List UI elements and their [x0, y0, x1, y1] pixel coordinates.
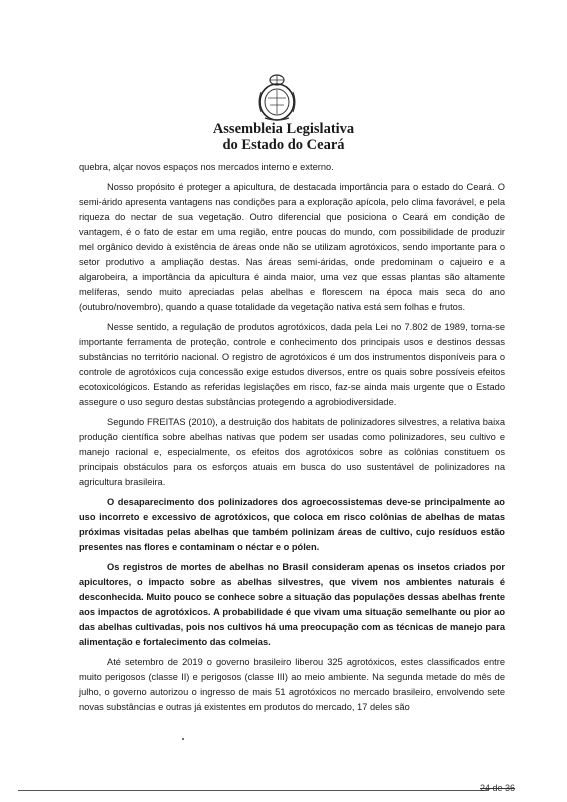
paragraph-bee-death-records: Os registros de mortes de abelhas no Brasil consideram apenas os insetos criados por apicultores, o impacto sobre as abelhas silvestres, que vivem nos ambientes naturais é desconhecida. Muito pouco se conhece sobre a situação das populações dessas abelhas frente aos impactos de agrotóxicos. A probabilidade é que vivam uma situação semelhante ou pior ao das abelhas cultivadas, pois nos cultivos há uma preocupação com as técnicas de manejo para alimentação e fortalecimento das colmeias.: [79, 562, 505, 647]
paragraph-pollinator-decline: O desaparecimento dos polinizadores dos agroecossistemas deve-se principalmente ao uso incorreto e excessivo de agrotóxicos, que coloca em risco colônias de abelhas de matas próximas visitadas pelas abelhas que também polinizam áreas de cultivo, cujo resíduos estão presentes nas flores e contaminam o néctar e o pólen.: [79, 497, 505, 552]
stray-mark: [182, 738, 184, 740]
paragraph-continuation: quebra, alçar novos espaços nos mercados interno e externo.: [79, 162, 334, 172]
footer-divider: [18, 790, 488, 791]
institution-name-line2: do Estado do Ceará: [222, 137, 345, 153]
paragraph-beekeeping-purpose: Nosso propósito é proteger a apicultura, de destacada importância para o estado do Ceará. O semi-árido apresenta vantagens nas condições para a exploração apícola, pelo clima favorável, e pela riqueza do nectar de sua vegetação. Outro diferencial que posiciona o Ceará em condição de vantagem, é o fato de estar em uma região, entre poucas do mundo, com possibilidade de produzir mel orgânico devido à existência de áreas onde não se utilizam agrotóxicos, sendo importante para o setor produtivo a ampliação destas. Nas áreas semi-áridas, onde predominam o cajueiro e a algarobeira, a importância da apicultura é ainda maior, uma vez que essas plantas são altamente melíferas, sendo muito apreciadas pelas abelhas e florescem na época mais seca do ano (outubro/novembro), quando a quase totalidade da vegetação nativa está sem folhas e frutos.: [79, 182, 505, 312]
page-number: 24 de 36: [480, 783, 516, 793]
paragraph-pesticide-regulation: Nesse sentido, a regulação de produtos agrotóxicos, dada pela Lei no 7.802 de 1989, torna-se importante ferramenta de proteção, controle e conhecimento dos principais usos e destinos dessas substâncias no território nacional. O registro de agrotóxicos é um dos instrumentos disponíveis para o controle de agrotóxicos cuja concessão exige estudos diversos, entre os quais sobre possíveis efeitos ecotoxicológicos. Estando as referidas legislações em risco, faz-se ainda mais urgente que o Estado assegure o uso seguro destas substâncias protegendo a agrobiodiversidade.: [79, 322, 505, 407]
institution-name-line1: Assembleia Legislativa: [212, 121, 355, 137]
paragraph-pesticide-approvals: Até setembro de 2019 o governo brasileiro liberou 325 agrotóxicos, estes classificados entre muito perigosos (classe II) e perigosos (classe III) ao meio ambiente. Na segunda metade do mês de julho, o governo autorizou o ingresso de mais 51 agrotóxicos no mercado brasileiro, envolvendo sete novas substâncias e outras já existentes em produtos do mercado, 17 deles são: [79, 657, 505, 712]
paragraph-freitas-citation: Segundo FREITAS (2010), a destruição dos habitats de polinizadores silvestres, a relativa baixa produção científica sobre abelhas nativas que podem ser usadas como polinizadores, seu cultivo e manejo racional e, especialmente, os efeitos dos agrotóxicos sobre as colônias constituem os principais obstáculos para os esforços atuais em busca do uso sustentável de polinizadores na agricultura brasileira.: [79, 417, 505, 487]
document-body: [79, 160, 505, 720]
coat-of-arms-icon: [255, 72, 299, 122]
